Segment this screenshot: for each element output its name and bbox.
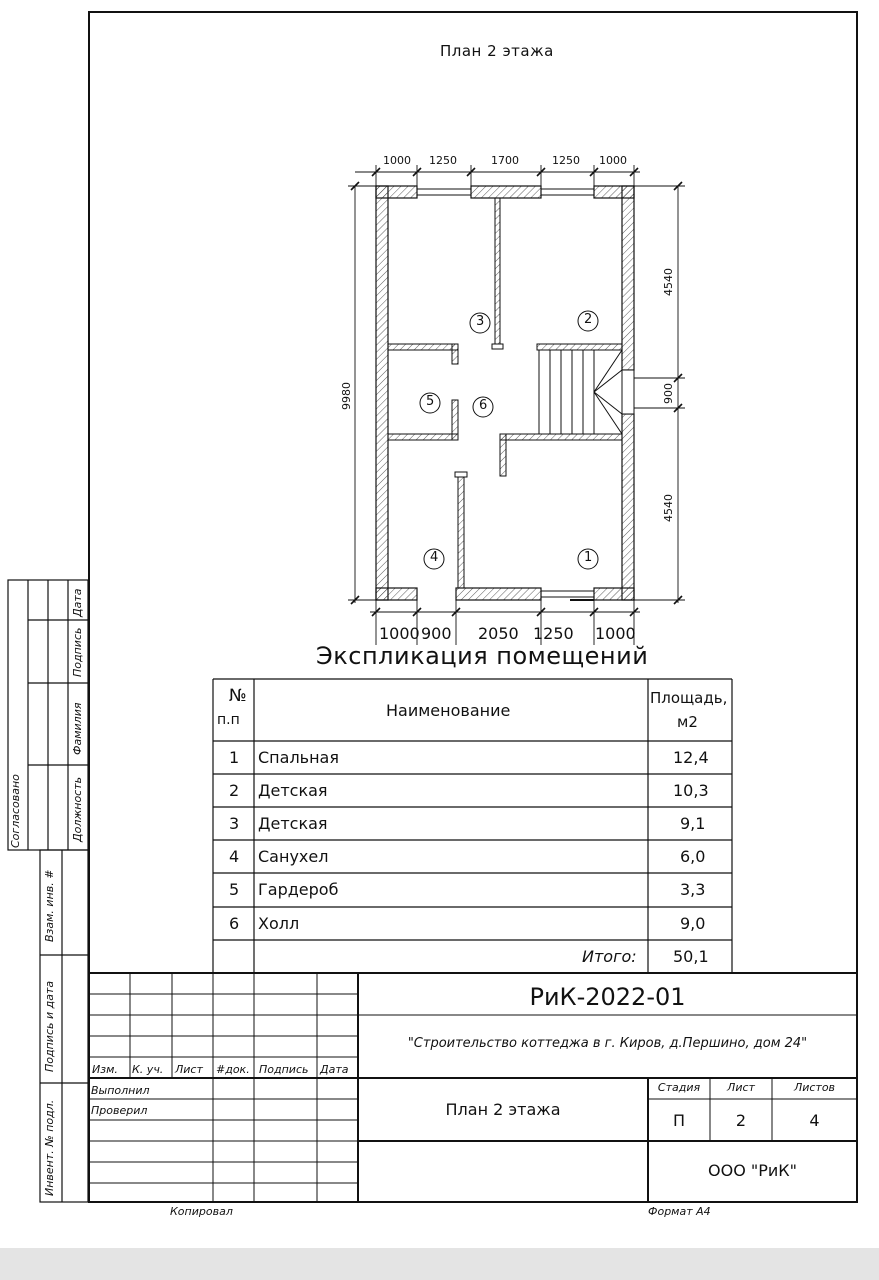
- familiya-label: Фамилия: [71, 702, 84, 755]
- row-num: 4: [229, 847, 240, 866]
- dim-top-5: 1000: [599, 154, 627, 167]
- list-label: Лист: [727, 1081, 755, 1094]
- dim-bottom-1: 1000: [379, 624, 420, 643]
- room-marker-4: 4: [430, 550, 439, 565]
- row-area: 9,0: [680, 914, 706, 933]
- listov-value: 4: [809, 1111, 820, 1130]
- header-area: Площадь,: [650, 689, 728, 707]
- row-area: 6,0: [680, 847, 706, 866]
- row-area: 3,3: [680, 880, 706, 899]
- company-name: ООО "РиК": [708, 1161, 797, 1180]
- dim-top-3: 1700: [491, 154, 519, 167]
- stairs: [539, 350, 622, 434]
- room-marker-1: 1: [584, 550, 593, 565]
- col-ndok: #док.: [216, 1063, 250, 1076]
- row-name: Санухел: [258, 847, 329, 866]
- dim-top-1: 1000: [383, 154, 411, 167]
- col-kuch: К. уч.: [132, 1063, 164, 1076]
- dim-bottom-2: 900: [421, 624, 452, 643]
- podpis-data-label: Подпись и дата: [43, 980, 56, 1072]
- total-value: 50,1: [673, 947, 709, 966]
- row-name: Детская: [258, 781, 328, 800]
- row-area: 10,3: [673, 781, 709, 800]
- row-num: 1: [229, 748, 240, 767]
- listov-label: Листов: [793, 1081, 836, 1094]
- vypolnil-label: Выполнил: [91, 1084, 150, 1097]
- podpis-label: Подпись: [71, 627, 84, 677]
- room-marker-2: 2: [584, 312, 593, 327]
- project-name: "Строительство коттеджа в г. Киров, д.Першино, дом 24": [407, 1036, 808, 1051]
- header-area-unit: м2: [677, 713, 698, 731]
- proveril-label: Проверил: [91, 1104, 148, 1117]
- header-num: №: [229, 686, 247, 706]
- row-name: Спальная: [258, 748, 339, 767]
- row-name: Холл: [258, 914, 300, 933]
- header-name: Наименование: [386, 701, 511, 720]
- dim-left: 9980: [340, 382, 353, 410]
- header-num-sub: п.п: [217, 712, 240, 728]
- stadiya-label: Стадия: [657, 1081, 701, 1094]
- col-data: Дата: [320, 1063, 349, 1076]
- vzam-inv-label: Взам. инв. #: [43, 869, 56, 942]
- dim-bottom-5: 1000: [595, 624, 636, 643]
- dim-right-2: 900: [662, 383, 675, 404]
- viewer-bottom-bar: [0, 1248, 879, 1280]
- dolzhnost-label: Должность: [71, 776, 84, 842]
- total-label: Итого:: [582, 947, 637, 966]
- row-area: 9,1: [680, 814, 706, 833]
- sheet-title: План 2 этажа: [445, 1100, 561, 1119]
- doc-code: РиК-2022-01: [529, 983, 686, 1011]
- dim-bottom-3: 2050: [478, 624, 519, 643]
- col-podpis: Подпись: [259, 1063, 309, 1076]
- row-name: Детская: [258, 814, 328, 833]
- inv-podl-label: Инвент. № подл.: [43, 1099, 56, 1196]
- row-num: 2: [229, 781, 240, 800]
- row-num: 3: [229, 814, 240, 833]
- col-izm: Изм.: [92, 1063, 118, 1076]
- floor-plan: [376, 186, 634, 600]
- explication-title: Экспликация помещений: [316, 642, 649, 670]
- row-num: 6: [229, 914, 240, 933]
- format-label: Формат А4: [648, 1205, 711, 1218]
- stadiya-value: П: [672, 1111, 686, 1130]
- dim-bottom-4: 1250: [533, 624, 574, 643]
- dim-top-4: 1250: [552, 154, 580, 167]
- kopiroval-label: Копировал: [170, 1205, 233, 1218]
- dim-top-2: 1250: [429, 154, 457, 167]
- row-area: 12,4: [673, 748, 709, 767]
- room-marker-6: 6: [479, 398, 488, 413]
- room-marker-3: 3: [476, 314, 485, 329]
- col-list: Лист: [175, 1063, 203, 1076]
- list-value: 2: [735, 1111, 747, 1130]
- room-marker-5: 5: [426, 394, 435, 409]
- data-label: Дата: [71, 588, 84, 617]
- dim-right-3: 4540: [662, 494, 675, 522]
- soglasovano-label: Согласовано: [9, 774, 22, 848]
- row-num: 5: [229, 880, 240, 899]
- dim-right-1: 4540: [662, 268, 675, 296]
- plan-title: План 2 этажа: [440, 42, 554, 60]
- row-name: Гардероб: [258, 880, 339, 899]
